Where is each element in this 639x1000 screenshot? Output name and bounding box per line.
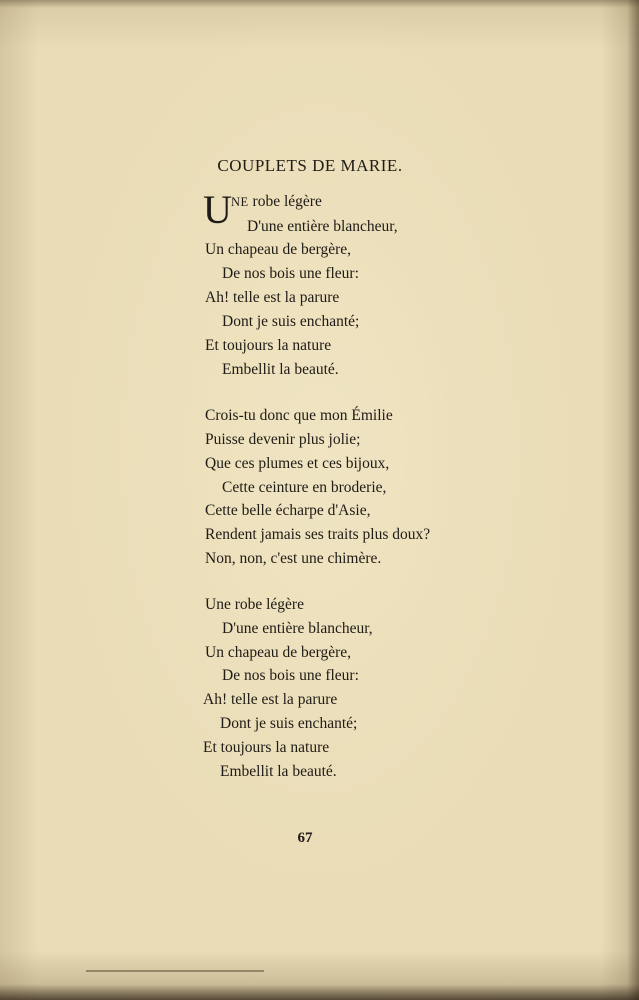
stanza3-line-8: Embellit la beauté.	[220, 763, 337, 780]
page-number: 67	[297, 830, 313, 846]
stanza1-line-4: De nos bois une fleur:	[222, 265, 359, 282]
stanza1-line-3: Un chapeau de bergère,	[205, 241, 352, 258]
stanza2-line-4: Cette ceinture en broderie,	[222, 479, 387, 496]
stanza3-line-6: Dont je suis enchanté;	[220, 715, 358, 732]
stanza1-line-1	[231, 193, 322, 211]
page-top-shadow	[0, 0, 639, 8]
stanza2-line-1: Crois-tu donc que mon Émilie	[205, 407, 393, 424]
stanza1-line-6: Dont je suis enchanté;	[222, 313, 360, 330]
page-bottom-shadow	[0, 984, 639, 1000]
stanza3-line-4: De nos bois une fleur:	[222, 667, 359, 684]
stanza2-line-3: Que ces plumes et ces bijoux,	[205, 455, 390, 472]
stanza1-line-5: Ah! telle est la parure	[205, 289, 340, 306]
stanza2-line-7: Non, non, c'est une chimère.	[205, 550, 382, 567]
page-right-shadow	[627, 0, 639, 1000]
stanza2-line-2: Puisse devenir plus jolie;	[205, 431, 361, 448]
stanza3-line-7: Et toujours la nature	[203, 739, 330, 756]
page-edge-mark	[86, 970, 264, 972]
poem-title: COUPLETS DE MARIE.	[217, 156, 403, 175]
stanza3-line-3: Un chapeau de bergère,	[205, 644, 352, 661]
stanza1-line-8: Embellit la beauté.	[222, 361, 339, 378]
stanza1-line-2: D'une entière blancheur,	[247, 218, 398, 235]
stanza1-line-7: Et toujours la nature	[205, 337, 332, 354]
stanza3-line-1: Une robe légère	[205, 596, 304, 613]
first-word-smallcaps: NE	[231, 195, 249, 209]
stanza3-line-2: D'une entière blancheur,	[222, 620, 373, 637]
stanza2-line-5: Cette belle écharpe d'Asie,	[205, 502, 371, 519]
drop-cap-initial: U	[203, 187, 232, 232]
stanza3-line-5: Ah! telle est la parure	[203, 691, 338, 708]
first-line-rest: robe légère	[248, 193, 322, 210]
stanza2-line-6: Rendent jamais ses traits plus doux?	[205, 526, 431, 543]
